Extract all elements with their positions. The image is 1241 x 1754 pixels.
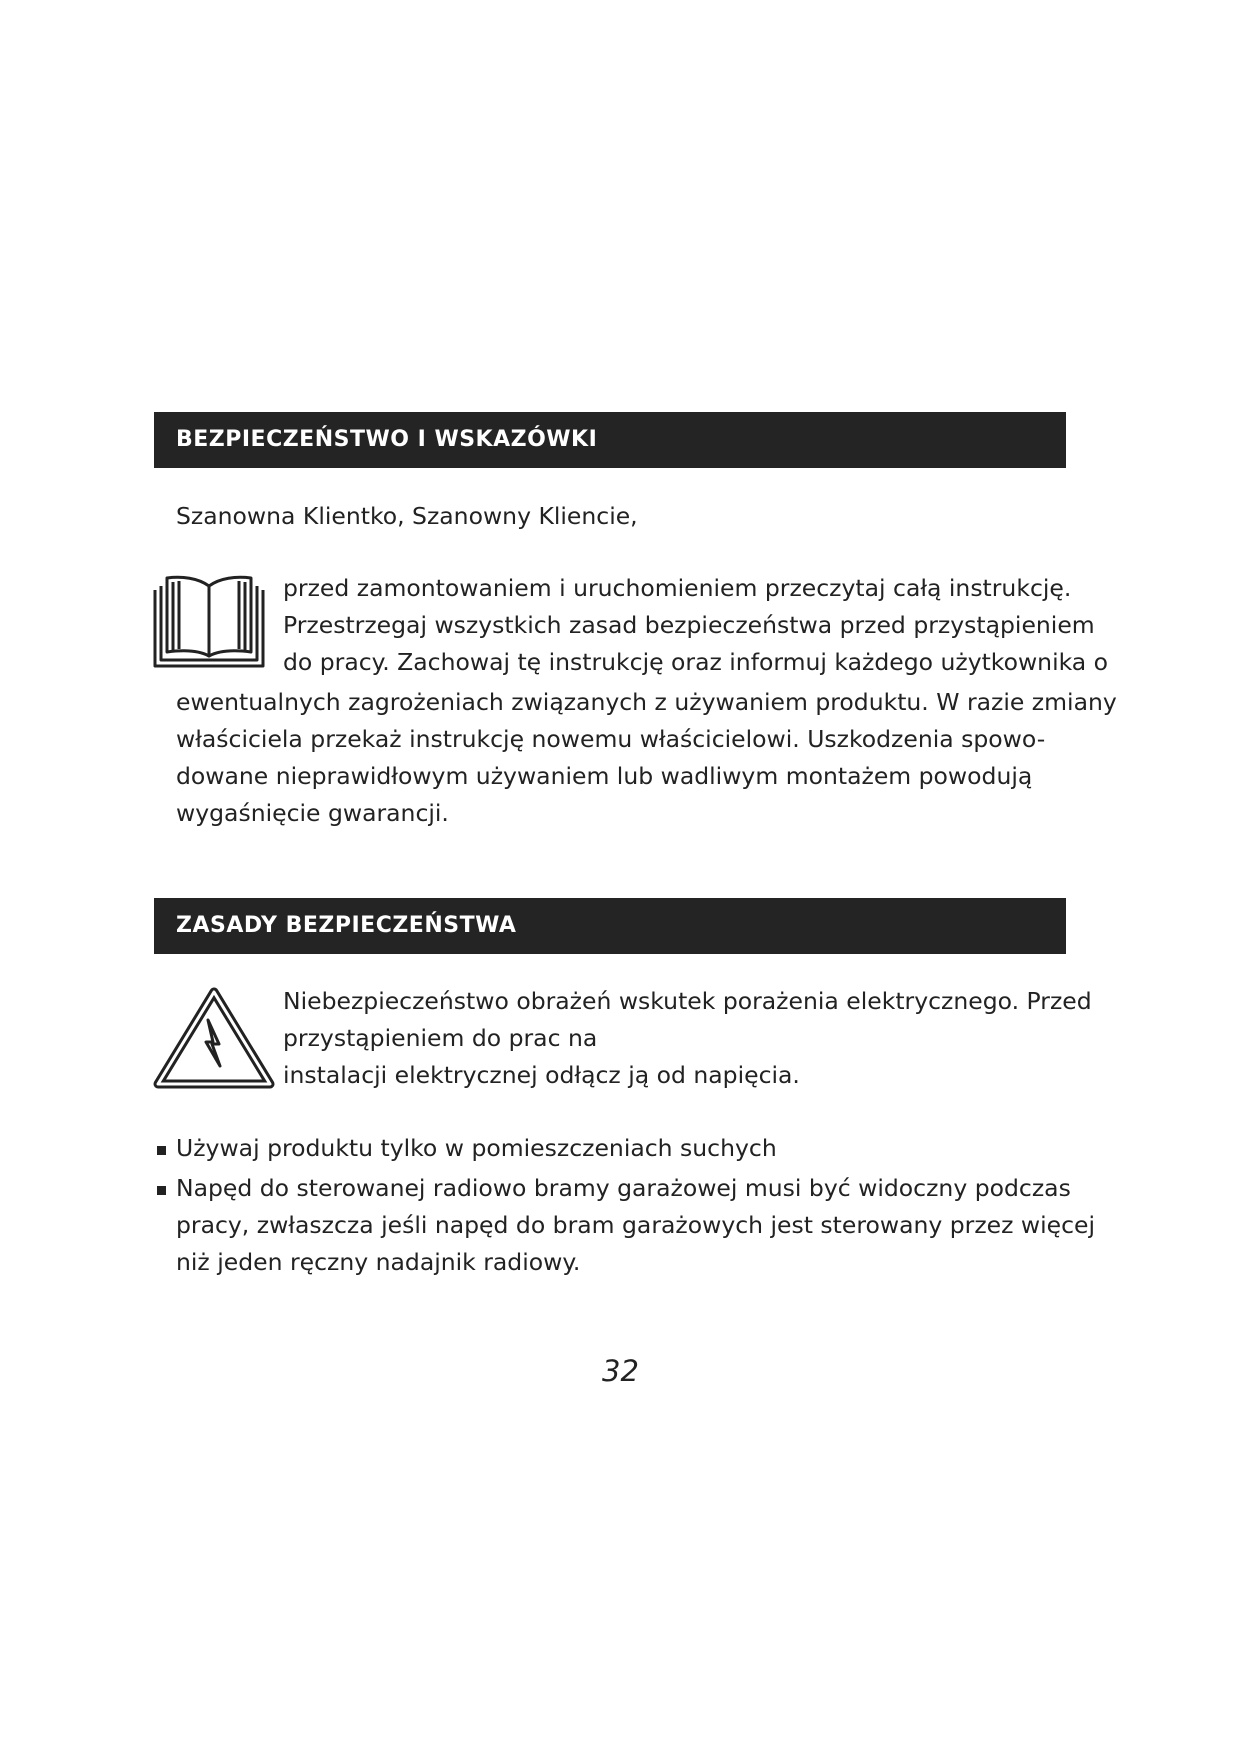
section-title: BEZPIECZEŃSTWO I WSKAZÓWKI [176,427,598,452]
intro-line: wygaśnięcie gwarancji. [176,799,449,827]
intro-line: ewentualnych zagrożeniach związanych z używaniem produktu. W razie zmiany [176,688,1117,716]
warning-line: Niebezpieczeństwo obrażeń wskutek porażenia elektrycznego. Przed [283,987,1092,1015]
list-item-line: Napęd do sterowanej radiowo bramy garażowej musi być widoczny podczas [176,1174,1071,1202]
list-item-line: pracy, zwłaszcza jeśli napęd do bram garażowych jest sterowany przez więcej [176,1211,1096,1239]
intro-line: do pracy. Zachowaj tę instrukcję oraz informuj każdego użytkownika o [283,648,1109,676]
list-item [176,1130,777,1167]
section-header-safety-rules [154,898,1066,954]
bullet-marker [157,1146,166,1155]
warning-line: instalacji elektrycznej odłącz ją od napięcia. [283,1061,800,1089]
intro-indented-text [283,570,1108,681]
intro-line: dowane nieprawidłowym używaniem lub wadliwym montażem powodują [176,762,1033,790]
section-header-safety-and-tips [154,412,1066,468]
list-item [176,1170,1095,1281]
electric-warning-text [283,983,1092,1094]
book-icon [152,572,266,670]
intro-full-text [176,684,1117,832]
bullet-marker [157,1186,166,1195]
intro-line: przed zamontowaniem i uruchomieniem przeczytaj całą instrukcję. [283,574,1072,602]
greeting: Szanowna Klientko, Szanowny Kliencie, [176,502,638,530]
page-number: 32 [602,1354,639,1388]
list-item-line: niż jeden ręczny nadajnik radiowy. [176,1248,581,1276]
intro-line: właściciela przekaż instrukcję nowemu właścicielowi. Uszkodzenia spowo- [176,725,1046,753]
list-item-line: Używaj produktu tylko w pomieszczeniach suchych [176,1134,777,1162]
electric-warning-icon [152,986,276,1090]
section-title: ZASADY BEZPIECZEŃSTWA [176,913,517,938]
intro-line: Przestrzegaj wszystkich zasad bezpieczeństwa przed przystąpieniem [283,611,1095,639]
warning-line: przystąpieniem do prac na [283,1024,598,1052]
